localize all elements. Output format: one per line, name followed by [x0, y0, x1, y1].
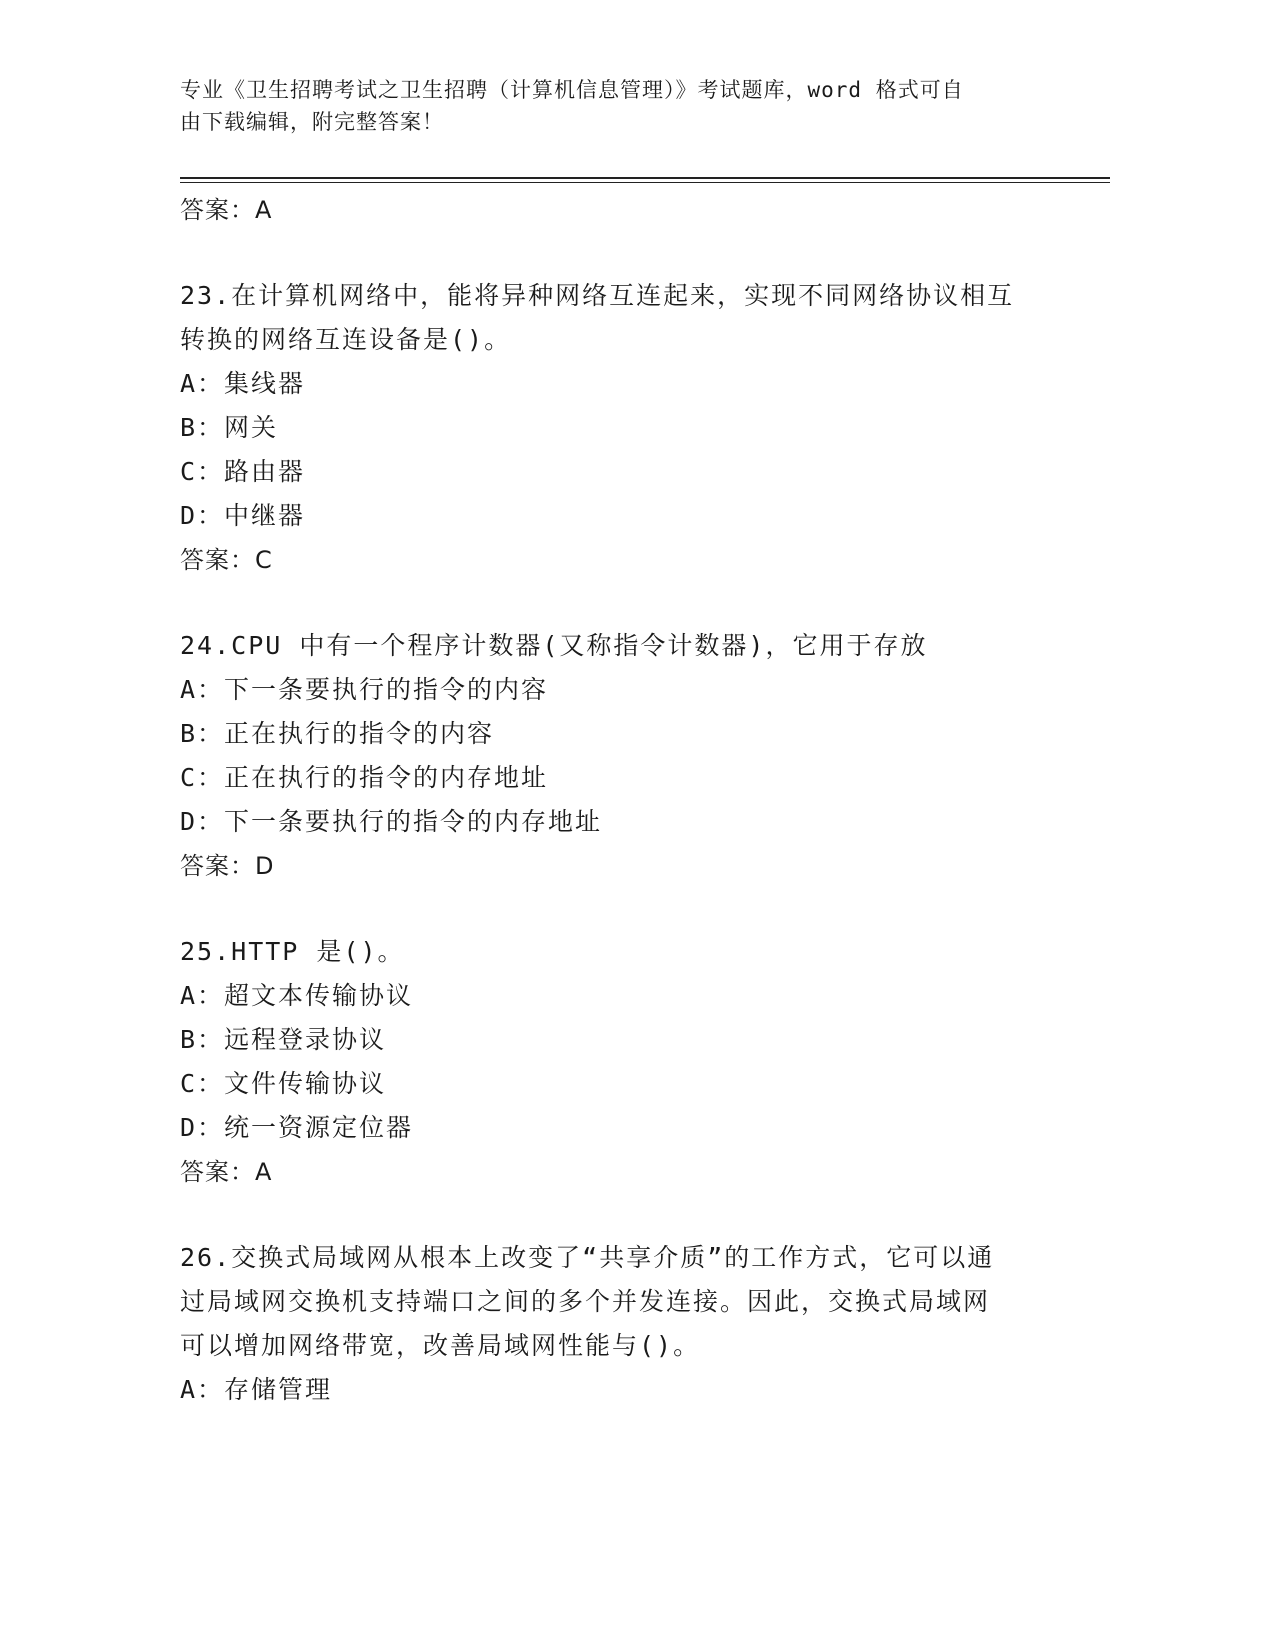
question-25: [180, 930, 1060, 1194]
header-line-2: 由下载编辑，附完整答案！: [180, 110, 444, 134]
question-text-line: 25.HTTP 是()。: [180, 937, 405, 966]
option-b: B：远程登录协议: [180, 1025, 387, 1054]
question-23: [180, 274, 1060, 582]
question-text-line: 26.交换式局域网从根本上改变了“共享介质”的工作方式，它可以通: [180, 1243, 995, 1272]
option-a: A：集线器: [180, 369, 306, 398]
option-b: B：网关: [180, 413, 279, 442]
answer: 答案：D: [180, 852, 275, 880]
question-24: [180, 624, 1060, 888]
option-a: A：存储管理: [180, 1375, 333, 1404]
header-divider-thick: [180, 177, 1110, 179]
option-d: D：中继器: [180, 501, 306, 530]
option-a: A：超文本传输协议: [180, 981, 414, 1010]
answer: 答案：A: [180, 1158, 273, 1186]
question-text-line: 转换的网络互连设备是()。: [180, 325, 512, 354]
option-a: A：下一条要执行的指令的内容: [180, 675, 549, 704]
document-header: [180, 74, 1040, 138]
question-26: [180, 1236, 1060, 1412]
option-d: D：下一条要执行的指令的内存地址: [180, 807, 603, 836]
option-d: D：统一资源定位器: [180, 1113, 414, 1142]
question-text-line: 23.在计算机网络中，能将异种网络互连起来，实现不同网络协议相互: [180, 281, 1015, 310]
header-line-1: 专业《卫生招聘考试之卫生招聘（计算机信息管理）》考试题库，word 格式可自: [180, 78, 964, 102]
question-content: [180, 188, 1060, 1412]
question-text-line: 过局域网交换机支持端口之间的多个并发连接。因此，交换式局域网: [180, 1287, 991, 1316]
previous-answer: 答案：A: [180, 196, 273, 224]
document-page: [180, 0, 1110, 1650]
header-divider-thin: [180, 182, 1110, 183]
option-b: B：正在执行的指令的内容: [180, 719, 495, 748]
answer: 答案：C: [180, 546, 273, 574]
question-text-line: 24.CPU 中有一个程序计数器(又称指令计数器)，它用于存放: [180, 631, 928, 660]
question-text-line: 可以增加网络带宽，改善局域网性能与()。: [180, 1331, 701, 1360]
option-c: C：正在执行的指令的内存地址: [180, 763, 549, 792]
option-c: C：路由器: [180, 457, 306, 486]
option-c: C：文件传输协议: [180, 1069, 387, 1098]
